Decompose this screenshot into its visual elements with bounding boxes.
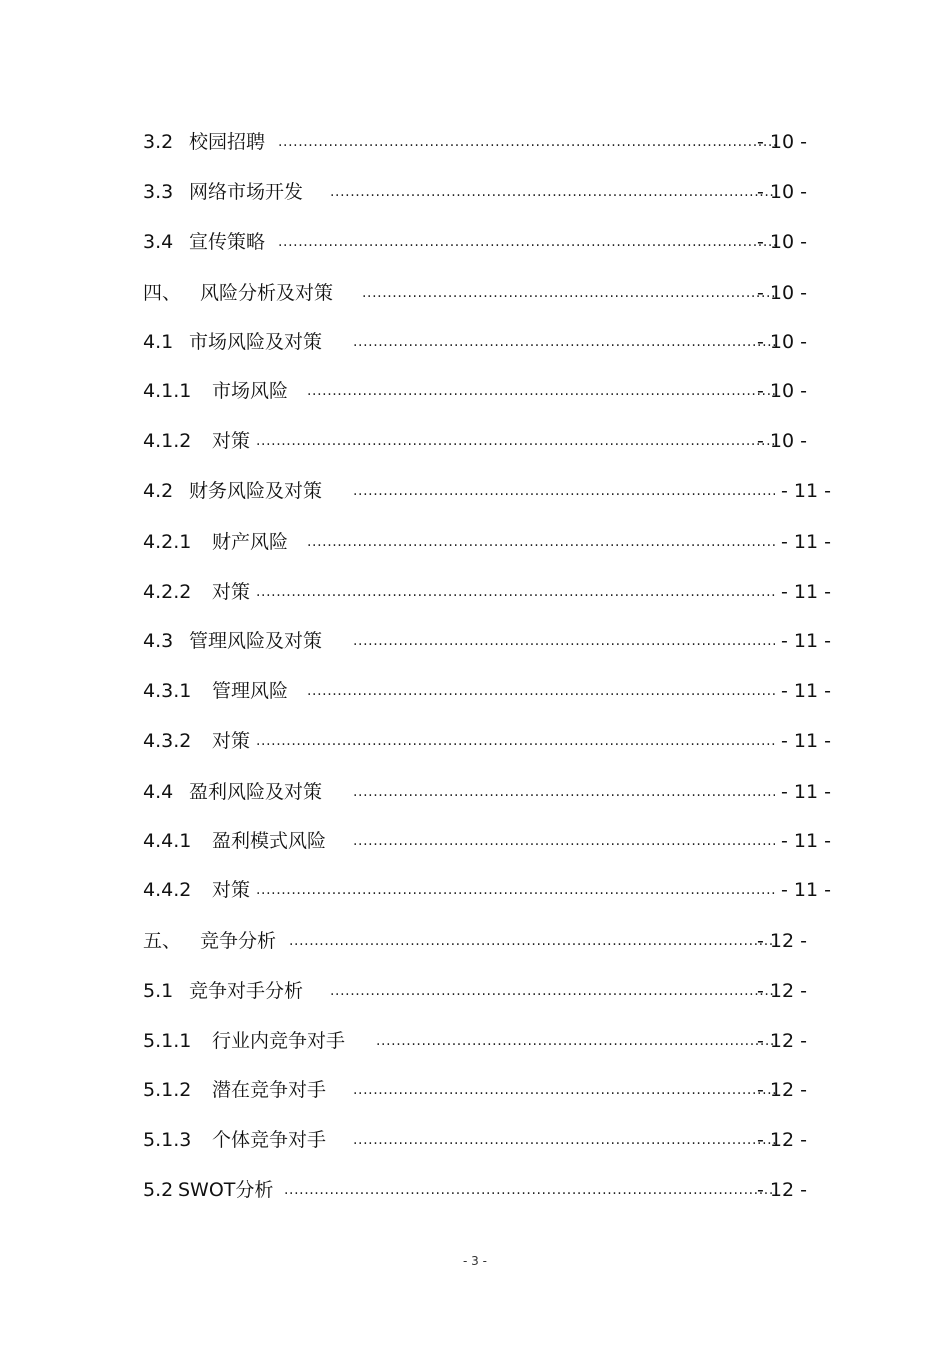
toc-entry-title: 校园招聘 xyxy=(189,131,266,153)
toc-entry-title: 市场风险 xyxy=(212,380,289,402)
toc-entry-title: 潜在竞争对手 xyxy=(212,1079,327,1101)
toc-dot-leader xyxy=(362,278,776,308)
toc-entry-page: - 11 - xyxy=(781,581,831,603)
toc-entry-title: 市场风险及对策 xyxy=(189,331,323,353)
toc-entry-number: 4.2.1 xyxy=(143,531,192,553)
toc-dot-leader xyxy=(256,726,775,756)
toc-entry-title: SWOT分析 xyxy=(178,1179,274,1201)
toc-entry-number: 4.1 xyxy=(143,331,174,353)
toc-entry-number: 4.3 xyxy=(143,630,174,652)
toc-entry[interactable] xyxy=(0,1125,950,1155)
toc-dot-leader xyxy=(330,177,776,207)
toc-entry-title: 对策 xyxy=(212,730,251,752)
toc-entry[interactable] xyxy=(0,278,950,308)
toc-entry-title: 个体竞争对手 xyxy=(212,1129,327,1151)
toc-entry-page: - 12 - xyxy=(757,1030,807,1052)
toc-entry[interactable] xyxy=(0,177,950,207)
toc-dot-leader xyxy=(307,676,775,706)
toc-entry-page: - 11 - xyxy=(781,630,831,652)
toc-entry[interactable] xyxy=(0,726,950,756)
toc-entry-page: - 10 - xyxy=(757,181,807,203)
toc-entry-number: 5.1.1 xyxy=(143,1030,192,1052)
toc-entry-number: 4.4.1 xyxy=(143,830,192,852)
toc-dot-leader xyxy=(353,1125,776,1155)
toc-entry[interactable] xyxy=(0,327,950,357)
toc-entry-page: - 12 - xyxy=(757,1079,807,1101)
toc-entry-number: 4.4 xyxy=(143,781,174,803)
toc-entry-title: 财务风险及对策 xyxy=(189,480,323,502)
toc-entry[interactable] xyxy=(0,777,950,807)
toc-entry-number: 五、 xyxy=(143,930,182,952)
toc-dot-leader xyxy=(353,777,775,807)
toc-entry-number: 4.2 xyxy=(143,480,174,502)
toc-entry-title: 盈利模式风险 xyxy=(212,830,327,852)
toc-entry-page: - 11 - xyxy=(781,830,831,852)
toc-entry-number: 4.3.1 xyxy=(143,680,192,702)
toc-entry-page: - 12 - xyxy=(757,930,807,952)
toc-entry-title: 竞争分析 xyxy=(200,930,277,952)
toc-entry[interactable] xyxy=(0,1075,950,1105)
toc-entry-page: - 11 - xyxy=(781,480,831,502)
toc-entry[interactable] xyxy=(0,527,950,557)
toc-entry-number: 5.1.2 xyxy=(143,1079,192,1101)
toc-dot-leader xyxy=(353,826,775,856)
toc-entry-page: - 11 - xyxy=(781,730,831,752)
toc-entry-page: - 10 - xyxy=(757,331,807,353)
toc-dot-leader xyxy=(289,926,776,956)
toc-entry-title: 对策 xyxy=(212,581,251,603)
toc-entry-page: - 12 - xyxy=(757,1129,807,1151)
toc-entry-page: - 10 - xyxy=(757,231,807,253)
toc-dot-leader xyxy=(353,327,776,357)
toc-dot-leader xyxy=(307,376,776,406)
toc-entry[interactable] xyxy=(0,826,950,856)
toc-entry-number: 4.3.2 xyxy=(143,730,192,752)
toc-entry-number: 5.1.3 xyxy=(143,1129,192,1151)
toc-entry-number: 四、 xyxy=(143,282,182,304)
toc-dot-leader xyxy=(330,976,776,1006)
toc-entry-number: 5.2 xyxy=(143,1179,174,1201)
toc-dot-leader xyxy=(307,527,775,557)
toc-entry-number: 4.2.2 xyxy=(143,581,192,603)
toc-entry-title: 网络市场开发 xyxy=(189,181,304,203)
toc-entry[interactable] xyxy=(0,426,950,456)
toc-dot-leader xyxy=(256,577,775,607)
toc-entry-number: 3.4 xyxy=(143,231,174,253)
toc-entry-title: 对策 xyxy=(212,879,251,901)
toc-dot-leader xyxy=(376,1026,776,1056)
toc-dot-leader xyxy=(353,626,775,656)
toc-entry-number: 3.2 xyxy=(143,131,174,153)
toc-entry-title: 盈利风险及对策 xyxy=(189,781,323,803)
toc-dot-leader xyxy=(278,227,776,257)
toc-entry-page: - 10 - xyxy=(757,380,807,402)
toc-entry-title: 管理风险及对策 xyxy=(189,630,323,652)
toc-entry-page: - 10 - xyxy=(757,282,807,304)
toc-dot-leader xyxy=(278,127,776,157)
toc-entry[interactable] xyxy=(0,676,950,706)
toc-entry-number: 4.4.2 xyxy=(143,879,192,901)
toc-entry-title: 管理风险 xyxy=(212,680,289,702)
toc-dot-leader xyxy=(353,1075,776,1105)
toc-entry-title: 对策 xyxy=(212,430,251,452)
toc-entry[interactable] xyxy=(0,976,950,1006)
toc-entry[interactable] xyxy=(0,476,950,506)
toc-entry-page: - 11 - xyxy=(781,680,831,702)
toc-entry[interactable] xyxy=(0,1175,950,1205)
toc-entry[interactable] xyxy=(0,926,950,956)
toc-dot-leader xyxy=(256,875,775,905)
toc-entry-page: - 11 - xyxy=(781,531,831,553)
toc-dot-leader xyxy=(353,476,775,506)
toc-entry[interactable] xyxy=(0,1026,950,1056)
toc-entry-page: - 10 - xyxy=(757,131,807,153)
toc-entry[interactable] xyxy=(0,875,950,905)
toc-dot-leader xyxy=(284,1175,776,1205)
toc-entry-title: 风险分析及对策 xyxy=(200,282,334,304)
toc-entry-page: - 10 - xyxy=(757,430,807,452)
toc-entry-page: - 12 - xyxy=(757,1179,807,1201)
toc-entry-title: 财产风险 xyxy=(212,531,289,553)
toc-entry-page: - 11 - xyxy=(781,879,831,901)
toc-entry-title: 行业内竞争对手 xyxy=(212,1030,346,1052)
toc-entry-title: 竞争对手分析 xyxy=(189,980,304,1002)
toc-entry-number: 3.3 xyxy=(143,181,174,203)
toc-entry-page: - 12 - xyxy=(757,980,807,1002)
toc-entry[interactable] xyxy=(0,227,950,257)
page-number-footer: - 3 - xyxy=(463,1254,487,1268)
toc-entry[interactable] xyxy=(0,577,950,607)
toc-dot-leader xyxy=(256,426,776,456)
toc-entry[interactable] xyxy=(0,626,950,656)
toc-entry-number: 5.1 xyxy=(143,980,174,1002)
toc-entry-page: - 11 - xyxy=(781,781,831,803)
toc-entry[interactable] xyxy=(0,127,950,157)
toc-entry-title: 宣传策略 xyxy=(189,231,266,253)
toc-entry[interactable] xyxy=(0,376,950,406)
toc-entry-number: 4.1.1 xyxy=(143,380,192,402)
toc-entry-number: 4.1.2 xyxy=(143,430,192,452)
